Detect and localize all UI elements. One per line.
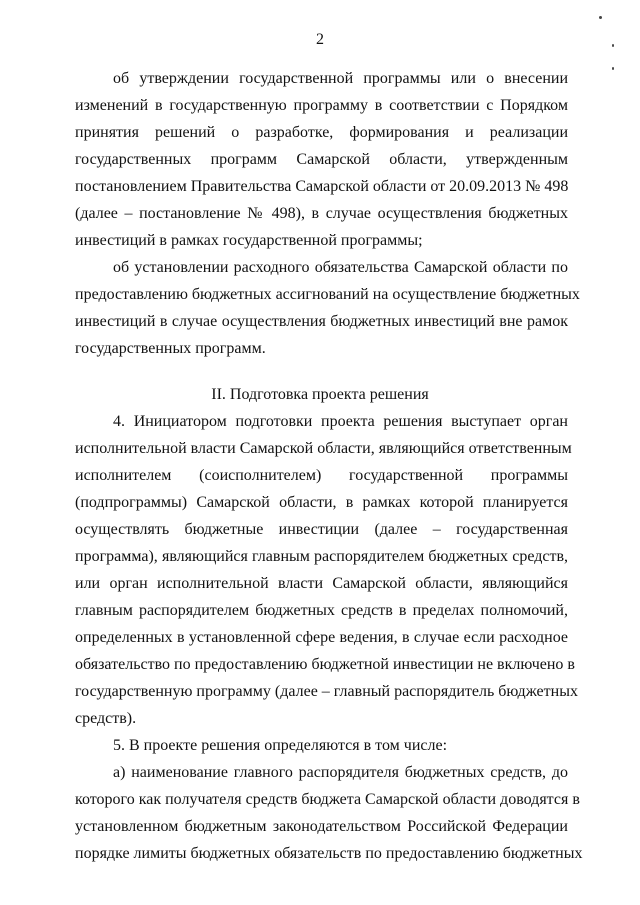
- page-number: 2: [316, 31, 324, 48]
- text-line: постановлением Правительства Самарской области от 20.09.2013 № 498: [75, 178, 569, 195]
- scan-speck: [612, 44, 614, 47]
- text-line: (далее – постановление № 498), в случае осуществления бюджетных: [75, 205, 568, 222]
- text-line: государственную программу (далее – главный распорядитель бюджетных: [75, 683, 578, 700]
- text-line: государственных программ.: [75, 340, 266, 357]
- text-line: исполнителем (соисполнителем) государственной программы: [75, 467, 568, 484]
- text-line: исполнительной власти Самарской области, являющийся ответственным: [75, 440, 572, 457]
- text-line: программа), являющийся главным распорядителем бюджетных средств,: [75, 548, 568, 565]
- text-line: обязательство по предоставлению бюджетной инвестиции не включено в: [75, 656, 575, 673]
- text-line: которого как получателя средств бюджета Самарской области доводятся в: [75, 791, 580, 808]
- text-line: (подпрограммы) Самарской области, в рамках которой планируется: [75, 494, 568, 511]
- text-line: а) наименование главного распорядителя бюджетных средств, до: [113, 764, 568, 781]
- scan-speck: [599, 16, 602, 19]
- text-line: государственных программ Самарской области, утвержденным: [75, 151, 568, 168]
- text-line: 4. Инициатором подготовки проекта решения выступает орган: [113, 413, 568, 430]
- text-line: изменений в государственную программу в соответствии с Порядком: [75, 97, 568, 114]
- text-line: главным распорядителем бюджетных средств в пределах полномочий,: [75, 602, 568, 619]
- text-line: принятия решений о разработке, формирования и реализации: [75, 124, 568, 141]
- text-line: установленном бюджетным законодательством Российской Федерации: [75, 818, 568, 835]
- text-line: средств).: [75, 710, 137, 727]
- text-line: предоставлению бюджетных ассигнований на осуществление бюджетных: [75, 286, 580, 303]
- text-line: осуществлять бюджетные инвестиции (далее – государственная: [75, 521, 568, 538]
- text-line: инвестиций в рамках государственной программы;: [75, 232, 423, 249]
- text-line: порядке лимиты бюджетных обязательств по предоставлению бюджетных: [75, 845, 583, 862]
- text-line: об установлении расходного обязательства Самарской области по: [113, 259, 568, 276]
- text-line: или орган исполнительной власти Самарской области, являющийся: [75, 575, 568, 592]
- text-line: определенных в установленной сфере ведения, в случае если расходное: [75, 629, 568, 646]
- text-line: инвестиций в случае осуществления бюджетных инвестиций вне рамок: [75, 313, 568, 330]
- text-line: об утверждении государственной программы или о внесении: [113, 70, 568, 87]
- scan-speck: [612, 67, 614, 70]
- section-heading: II. Подготовка проекта решения: [211, 386, 429, 403]
- text-line: 5. В проекте решения определяются в том числе:: [113, 737, 448, 754]
